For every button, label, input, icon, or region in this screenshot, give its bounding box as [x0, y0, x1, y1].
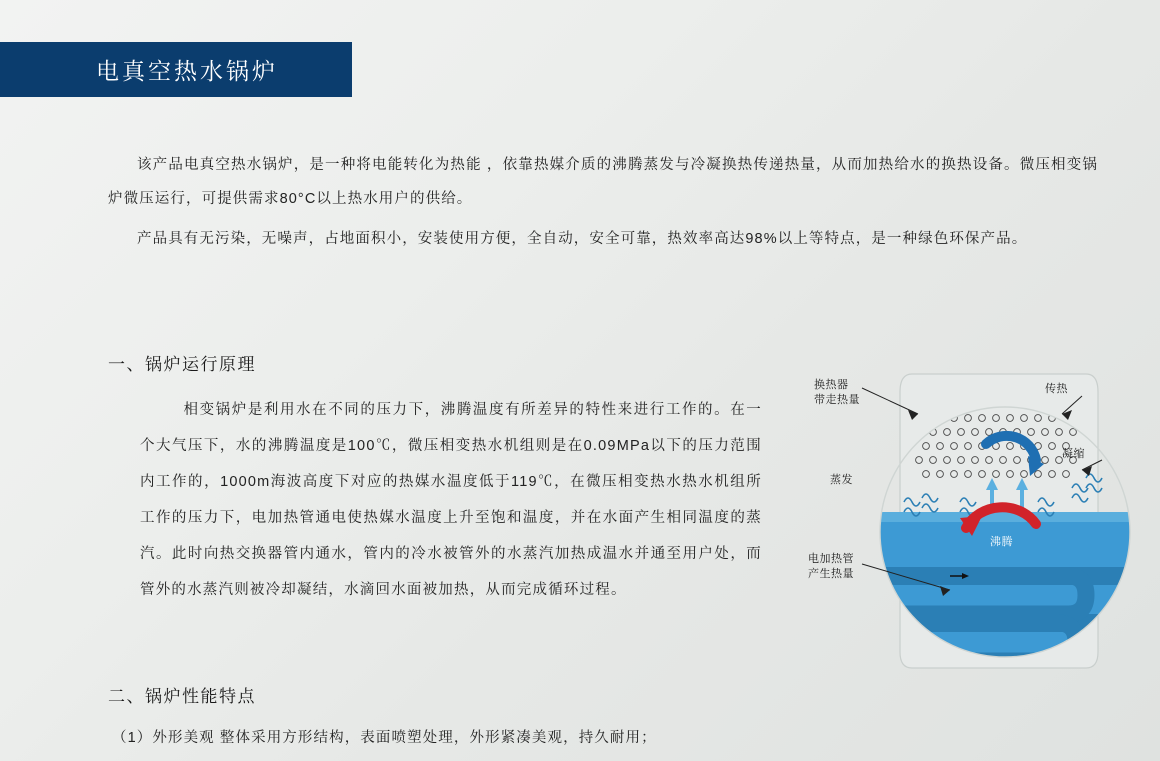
boiler-principle-diagram — [800, 352, 1150, 697]
label-conduct: 传热 — [1045, 383, 1068, 395]
intro-paragraph-2: 产品具有无污染，无噪声，占地面积小，安装使用方便，全自动，安全可靠，热效率高达98%以上等特点，是一种绿色环保产品。 — [137, 231, 1028, 247]
page-title: 电真空热水锅炉 — [96, 58, 278, 84]
label-electric-heater: 电加热管 产生热量 — [808, 553, 854, 580]
section-heading-operating-principle: 一、锅炉运行原理 — [108, 355, 256, 374]
page-title-banner — [0, 42, 352, 97]
intro-block — [108, 148, 1098, 262]
label-condense: 凝缩 — [1062, 448, 1085, 460]
label-boiling: 沸腾 — [990, 536, 1013, 548]
label-heat-exchanger: 换热器 带走热量 — [814, 379, 860, 406]
section-heading-performance-features: 二、锅炉性能特点 — [108, 687, 256, 706]
feature-list-item: （1）外形美观 整体采用方形结构，表面喷塑处理，外形紧凑美观，持久耐用； — [112, 730, 657, 746]
label-evaporate: 蒸发 — [830, 474, 853, 486]
section-body-operating-principle: 相变锅炉是利用水在不同的压力下，沸腾温度有所差异的特性来进行工作的。在一个大气压下，水的沸腾温度是100℃，微压相变热水机组则是在0.09MPa以下的压力范围内工作的，1000m海波高度下对应的热媒水温度低于119℃，在微压相变热水热水机组所工作的压力下，电加热管通电使热媒水温度上升至饱和温度，并在水面产生相同温度的蒸汽。此时向热交换器管内通水，管内的冷水被管外的水蒸汽加热成温水并通至用户处，而管外的水蒸汽则被冷却凝结，水滴回水面被加热，从而完成循环过程。 — [140, 402, 762, 598]
intro-paragraph-1: 该产品电真空热水锅炉，是一种将电能转化为热能 ，依靠热媒介质的沸腾蒸发与冷凝换热传递热量，从而加热给水的换热设备。微压相变锅炉微压运行，可提供需求80°C以上热水用户的供给。 — [108, 157, 1098, 207]
